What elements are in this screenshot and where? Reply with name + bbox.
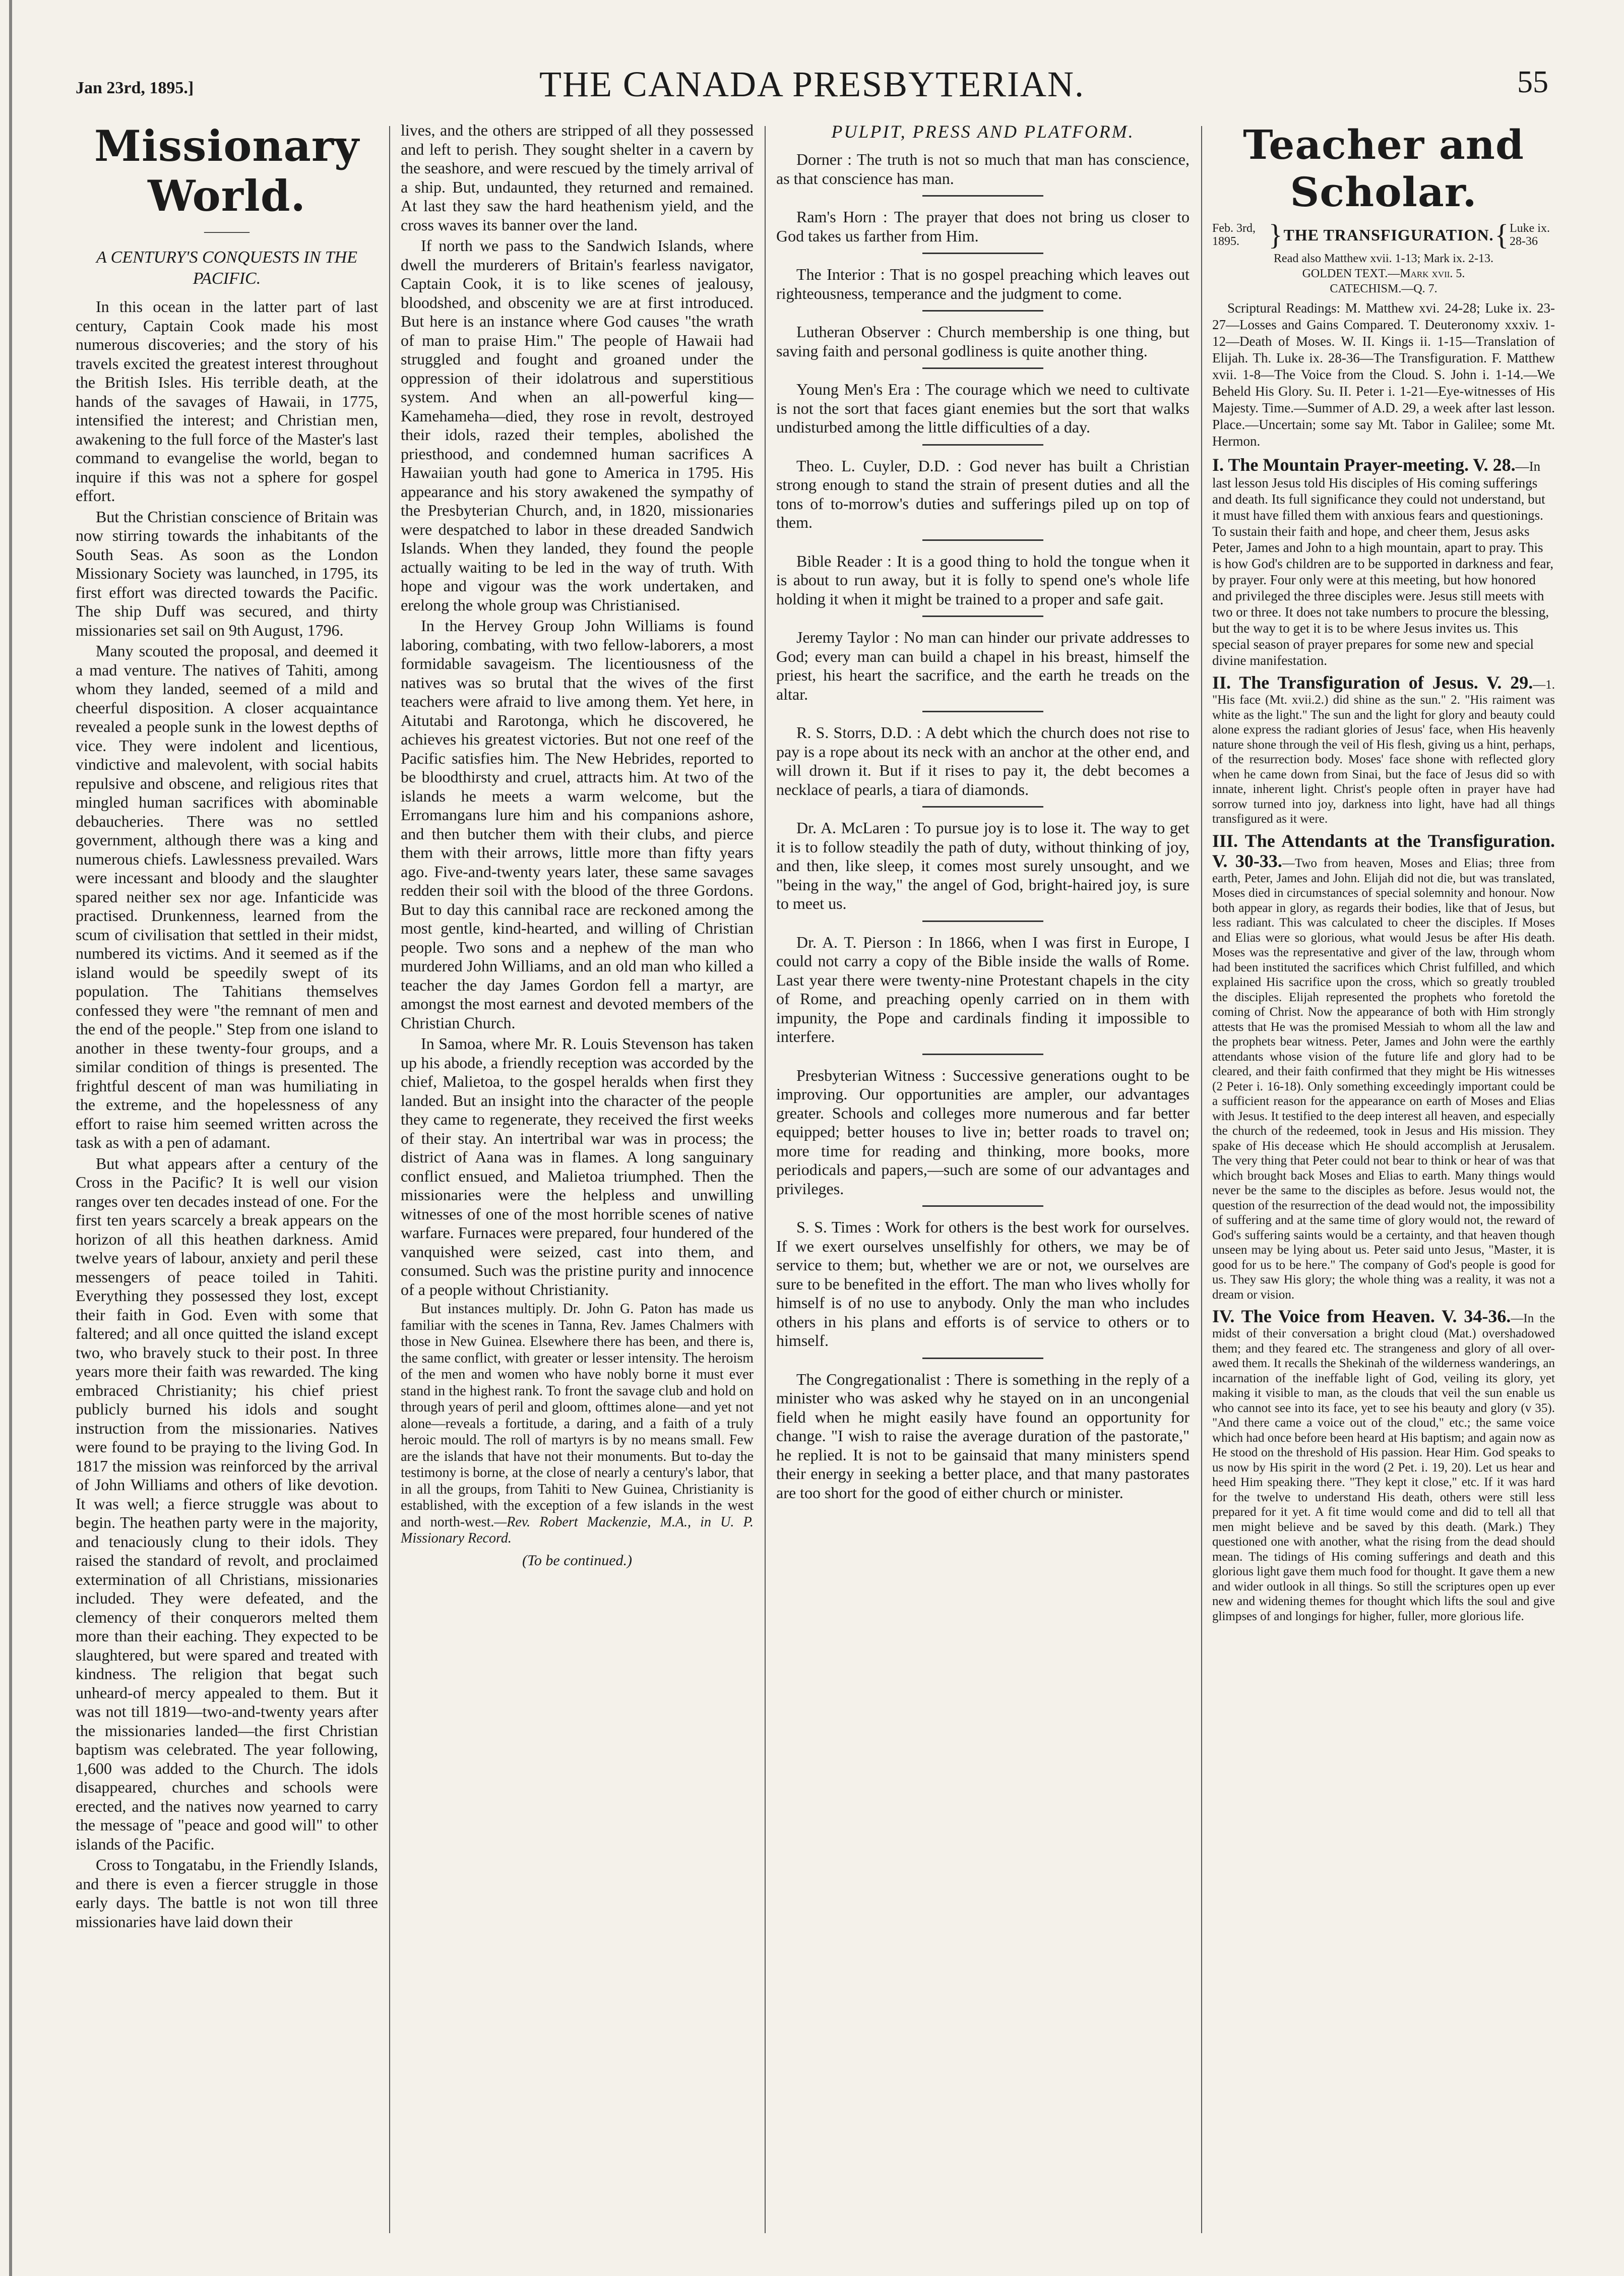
- lesson-section: [1212, 672, 1555, 827]
- quote-text: A debt which the church does not rise to pay is a rope about its neck with an anchor at the other end, and will drown it. But if it rises to pay it, the debt becomes a necklace of pearls, a tiara of diamonds.: [776, 723, 1190, 798]
- newspaper-title: THE CANADA PRESBYTERIAN.: [539, 64, 1085, 104]
- quote-separator: [922, 539, 1043, 541]
- lesson-title: THE TRANSFIGURATION.: [1283, 225, 1494, 244]
- quote-source: Dr. A. McLaren: [796, 819, 900, 837]
- article-paragraph: Cross to Tongatabu, in the Friendly Islands, and there is even a fiercer struggle in those early days. The battle is not won till three missionaries have laid down their: [76, 1856, 378, 1931]
- lesson-reference: Luke ix. 28-36: [1509, 222, 1550, 248]
- article-signature: —Rev. Robert Mackenzie, M.A., in U. P. Missionary Record.: [401, 1514, 754, 1546]
- missionary-world-heading: Missionary World.: [94, 121, 359, 221]
- quote-text: The courage which we need to cultivate is not the sort that faces giant enemies but the sort that walks undisturbed among the little difficulties of a day.: [776, 380, 1190, 436]
- quote-source: The Interior: [796, 265, 876, 283]
- section-heading: III. The Attendants at the Transfiguration. V. 30-33.: [1212, 830, 1555, 871]
- quote-separator: [922, 253, 1043, 254]
- quote-colon: :: [875, 265, 890, 283]
- binding-edge: [9, 0, 12, 2276]
- quote-item: [776, 933, 1190, 1047]
- quote-colon: :: [911, 933, 929, 951]
- quote-source: The Congregationalist: [796, 1370, 941, 1388]
- quote-text: The prayer that does not bring us closer to God takes us farther from Him.: [776, 208, 1190, 245]
- quote-text: Work for others is the best work for ourselves. If we exert ourselves unselfishly for others, we may be of service to them; but, whether we are or not, we ourselves are sure to be benefited in the effort. The man who lives wholly for himself is of no use to anybody. Only the man who includes others in his plans and efforts is of service to others or to himself.: [776, 1218, 1190, 1349]
- lesson-section: [1212, 831, 1555, 1303]
- lesson-section: [1212, 455, 1555, 668]
- quote-item: [776, 628, 1190, 704]
- quote-source: Dr. A. T. Pierson: [796, 933, 912, 951]
- catechism: CATECHISM.—Q. 7.: [1330, 282, 1438, 295]
- page-number: 55: [1517, 65, 1548, 99]
- missionary-column-2: [401, 121, 754, 2238]
- quote-colon: :: [910, 380, 925, 398]
- quote-text: In 1866, when I was first in Europe, I could not carry a copy of the Bible inside the walls of Rome. Last year there were twenty-nine Protestant chapels in the city of Rome, and preaching openly carried on in them with impunity, the Pope and cardinals finding it impossible to interfere.: [776, 933, 1190, 1045]
- quote-separator: [922, 711, 1043, 712]
- quote-text: God never has built a Christian strong enough to stand the strain of present duties and all the tons of to-morrow's duties and sufferings piled up on top of them.: [776, 456, 1190, 531]
- quote-item: [776, 552, 1190, 609]
- quote-separator: [922, 1054, 1043, 1055]
- quote-item: [776, 150, 1190, 188]
- read-also: Read also Matthew xvii. 1-13; Mark ix. 2-13.: [1274, 252, 1493, 265]
- quote-item: [776, 1218, 1190, 1350]
- quote-colon: :: [912, 723, 925, 742]
- scriptural-readings: Scriptural Readings: M. Matthew xvi. 24-28; Luke ix. 23-27—Losses and Gains Compared. T. Deuteronomy xxxiv. 1-12—Death of Moses. W. II. Kings ii. 1-15—Translation of Elijah. Th. Luke ix. 28-36—The Transfiguration. F. Matthew xvii. 1-8—The Voice from the Cloud. S. John i. 1-14.—We Beheld His Glory. Su. II. Peter i. 1-21—Eye-witnesses of His Majesty. Time.—Summer of A.D. 29, a week after last lesson. Place.—Uncertain; some say Mt. Tabor in Galilee; some Mt. Hermon.: [1212, 300, 1555, 449]
- pulpit-press-platform-heading: PULPIT, PRESS AND PLATFORM.: [831, 121, 1135, 142]
- quote-item: [776, 380, 1190, 437]
- article-closing-paragraph: [401, 1301, 754, 1547]
- quote-separator: [922, 1205, 1043, 1207]
- article-paragraph: In Samoa, where Mr. R. Louis Stevenson has taken up his abode, a friendly reception was accorded by the chief, Malietoa, to the gospel heralds when first they landed. But an insight into the character of the people they came to regenerate, they received the first weeks of their stay. An intertribal war was in process; the district of Aana was in flames. A long sanguinary conflict ensued, and Malietoa triumphed. Then the missionaries were the helpless and unwilling witnesses of one of the most horrible scenes of native warfare. Furnaces were prepared, four hundered of the vanquished were seized, cast into them, and consumed. Such was the pristine purity and innocence of a people without Christianity.: [401, 1034, 754, 1299]
- quote-separator: [922, 444, 1043, 446]
- quote-item: [776, 723, 1190, 799]
- lesson-date: Feb. 3rd, 1895.: [1212, 222, 1256, 248]
- section-text: —Two from heaven, Moses and Elias; three from earth, Peter, James and John. Elijah did not die, but was translated, Moses died in circumstances of special solemnity and honour. Now both appear in glory, as regards their bodies, like that of Jesus, but less radiant. This was calculated to cheer the disciples. If Moses and Elias were so glorious, what would Jesus be after His death. Moses was the representative and giver of the law, through whom had been instituted the sacrifices which Christ fulfilled, and which explained His sacrifice upon the cross, which so greatly troubled the disciples. Elijah represented the prophets who foretold the coming of Christ. Now the appearance of both with Him strongly attests that He was the promised Messiah to whom all the law and the prophets bear witness. Peter, James and John were the earthly attendants whose vision of the future life and glory had to be cleared, and their faith confirmed that they might be His witnesses (2 Peter i. 16-18). Only something exceedingly important could be a sufficient reason for the appearance on earth of Moses and Elias with Jesus. It testified to the deep interest all heaven, and especially the church of the redeemed, took in Jesus and His mission. They spake of His decease which He should accomplish at Jerusalem. The very thing that Peter could not bear to think or hear of was that which brought back Moses and Elias to earth. Many things would never be the same to the disciples as before. Jesus would not, the question of the resurrection of the dead would not, the impossibility of suffering and at the same time of glory would not, the reward of God's suffering saints would be a certainty, and that heaven though unseen may be lying about us. Peter said unto Jesus, "Master, it is good for us to be here." The company of God's people is good for us. They saw His glory; the whole thing was a reality, it was not a dream or vision.: [1212, 856, 1555, 1302]
- quote-colon: :: [934, 1066, 953, 1084]
- quote-colon: :: [882, 551, 897, 570]
- quote-source: Young Men's Era: [796, 380, 911, 398]
- brace-right: {: [1494, 218, 1509, 251]
- column-divider: [1201, 126, 1202, 2233]
- quote-source: Presbyterian Witness: [796, 1066, 935, 1084]
- article-paragraph: In the Hervey Group John Williams is found laboring, combating, with two fellow-laborers, a most formidable savageism. The licentiousness of the natives was so brutal that the wives of the first teachers were afraid to live among them. Yet here, in Aitutabi and Rarotonga, which he discovered, he achieves his greatest victories. But not one reef of the Pacific satisfies him. The New Hebrides, reported to be bloodthirsty and cruel, attracts him. At two of the islands he meets a warm welcome, but the Erromangans lure him and his companions ashore, and then butcher them with their clubs, and pierce them with their arrows, little more than fifty years ago. Five-and-twenty years later, these same savages redden their soil with the blood of the three Gordons. But to day this cannibal race are reckoned among the most gentle, kind-hearted, and willing of Christian people. Two sons and a nephew of the man who murdered John Williams, and an old man who killed a teacher the day James Gordon fell a martyr, are amongst the most earnest and devoted members of the Christian Church.: [401, 617, 754, 1032]
- quote-colon: :: [949, 456, 970, 475]
- article-paragraph: lives, and the others are stripped of all they possessed and left to perish. They sought shelter in a cavern by the seashore, and were rescued by the timely arrival of a ship. But, undaunted, they returned and remained. At last they saw the hard heathenism yield, and the cross waves its banner over the land.: [401, 121, 754, 234]
- continued-note: (To be continued.): [522, 1552, 633, 1569]
- quote-source: Theo. L. Cuyler, D.D.: [796, 456, 950, 475]
- lesson-header: [1212, 218, 1555, 251]
- heading-rule: ———: [204, 223, 249, 239]
- quote-text: Successive generations ought to be improving. Our opportunities are ampler, our advantages greater. Schools and colleges more numerous and far better equipped; better houses to live in; better roads to travel on; more time for reading and thinking, more books, more periodicals and papers,—such are some of our advantages and privileges.: [776, 1066, 1190, 1198]
- article-subtitle: A CENTURY'S CONQUESTS IN THE PACIFIC.: [96, 248, 357, 288]
- teacher-scholar-heading: Teacher and Scholar.: [1243, 121, 1524, 216]
- quote-separator: [922, 616, 1043, 617]
- quote-separator: [922, 1358, 1043, 1359]
- quote-colon: :: [920, 323, 938, 341]
- article-paragraph: But the Christian conscience of Britain was now stirring towards the inhabitants of the South Seas. As soon as the London Missionary Society was launched, in 1795, its first effort was directed towards the Pacific. The ship Duff was secured, and thirty missionaries set sail on 9th August, 1796.: [76, 507, 378, 639]
- quote-item: [776, 323, 1190, 360]
- quote-separator: [922, 920, 1043, 922]
- article-paragraph: But what appears after a century of the Cross in the Pacific? It is well our vision ranges over ten decades instead of one. For the first ten years scarcely a break appears on the horizon of all this heathen darkness. Amid twelve years of labour, anxiety and peril these messengers of peace toiled in Tahiti. Everything they possessed they lost, except their faith in God. Even with some that faltered; and all once quitted the island except two, who bravely stuck to their post. In three years more their faith was rewarded. The king embraced Christianity; his chief priest publicly burned his idols and sought instruction from the missionaries. Natives were found to be praying to the living God. In 1817 the mission was reinforced by the arrival of John Williams and others of like devotion. It was well; a fierce struggle was about to begin. The heathen party were in the majority, and tenaciously clung to their idols. They raised the standard of revolt, and proclaimed extermination of all Christians, missionaries included. They were defeated, and the clemency of their conquerors melted them more than their eaching. They expected to be slaughtered, but were spared and treated with kindness. The religion that begat such unheard-of mercy appealed to them. But it was not till 1819—two-and-twenty years after the missionaries landed—the first Christian baptism was celebrated. The year following, 1,600 was added to the Church. The idols disappeared, churches and schools were erected, and the natives now yearned to carry the message of "peace and good will" to other islands of the Pacific.: [76, 1154, 378, 1853]
- section-heading: II. The Transfiguration of Jesus. V. 29.: [1212, 672, 1533, 693]
- quote-separator: [922, 367, 1043, 369]
- quote-item: [776, 819, 1190, 913]
- article-paragraph: Many scouted the proposal, and deemed it a mad venture. The natives of Tahiti, among whom they landed, seemed of a mild and cheerful disposition. A closer acquaintance revealed a people sunk in the lowest depths of vice. They were indolent and licentious, vindictive and malevolent, with social habits repulsive and obscene, and religious rites that mingled human sacrifices with abominable debaucheries. There was no settled government, although there was a king and numerous chiefs. Lawlessness prevailed. Wars were incessant and bloody and the slaughter spared neither sex nor age. Infanticide was practised. Drunkenness, learned from the scum of civilisation that settled in their midst, numbered its victims. And it seemed as if the island would be speedily swept of its population. The Tahitians themselves confessed they were "the remnant of men and the end of the people." Step from one island to another in these twenty-four groups, and a similar condition of things is presented. The frightful descent of man was humiliating in the extreme, and the hopelessness of any effort to raise him seemed written across the task as with a pen of adamant.: [76, 642, 378, 1151]
- teacher-column: [1212, 121, 1555, 2238]
- quote-source: R. S. Storrs, D.D.: [796, 723, 912, 742]
- golden-text: GOLDEN TEXT.—Mark xvii. 5.: [1302, 267, 1465, 280]
- quote-separator: [922, 195, 1043, 197]
- quote-item: [776, 208, 1190, 245]
- section-text: —In the midst of their conversation a bright cloud (Mat.) overshadowed them; and they feared etc. The strangeness and glory of all over-awed them. It recalls the Shekinah of the wilderness wanderings, an incarnation of the ineffable light of God, veiling its glory, yet making it visible to man, as the clouds that veil the sun enable us who cannot see into its face, yet to see his beauty and glory (v 35). "And there came a voice out of the cloud," etc.; the same voice which had once before been heard at His baptism; and again now as He stood on the threshold of His passion. Hear Him. God speaks to us now by His spirit in the word (2 Pet. i. 19, 20). Let us hear and heed Him speaking there. "They kept it close," etc. If it was hard for the twelve to understand His death, others were still less prepared for it yet. A fit time would come and did to tell all that men might believe and be saved by this death. (Mark.) They questioned one with another, what the rising from the dead should mean. The tidings of His coming sufferings and death and this glorious light gave them much food for thought. It gave them a new and wider outlook in all things. So still the scriptures open up ever new and widening themes for thought which lifts the soul and give glimpses of and longings for higher, fuller, more glorious life.: [1212, 1312, 1555, 1623]
- quote-text: There is something in the reply of a minister who was asked why he stayed on in an uncongenial field when he might easily have found an opportunity for change. "I wish to raise the average duration of the pastorate," he replied. It is not to be gainsaid that many ministers spend their energy in seeking a better place, and that many pastorates are too short for the good of either church or minister.: [776, 1370, 1190, 1502]
- lesson-section: [1212, 1306, 1555, 1624]
- column-divider: [389, 126, 390, 2233]
- quote-source: Jeremy Taylor: [796, 628, 890, 646]
- quote-separator: [922, 310, 1043, 312]
- section-text: —In last lesson Jesus told His disciples of His coming sufferings and death. Its full significance they could not understand, but it must have filled them with anxious fears and questionings. To sustain their faith and hope, and cheer them, Jesus asks Peter, James and John to a high mountain, apart to pray. This is how God's children are to be supported in darkness and fear, by prayer. Four only were at this meeting, but how honored and privileged the three disciples were. Jesus still meets with two or three. It does not take numbers to procure the blessing, but the way to get it is to be where Jesus invites us. This special season of prayer prepares for some new and special divine manifestation.: [1212, 459, 1554, 668]
- article-paragraph: In this ocean in the latter part of last century, Captain Cook made his most numerous discoveries; and the story of his travels excited the greatest interest throughout the British Isles. His terrible death, at the hands of the savages of Hawaii, in 1775, intensified the interest; and Christian men, awakening to the full force of the Master's last command to evangelise the world, began to inquire if this was not a sphere for gospel effort.: [76, 297, 378, 505]
- page-header: [76, 59, 1548, 115]
- quote-text: The truth is not so much that man has conscience, as that conscience has man.: [776, 150, 1190, 188]
- section-heading: IV. The Voice from Heaven. V. 34-36.: [1212, 1306, 1511, 1326]
- quote-text: That is no gospel preaching which leaves out righteousness, temperance and the judgment to come.: [776, 265, 1190, 302]
- quote-text: No man can hinder our private addresses to God; every man can build a chapel in his breast, himself the priest, his heart the sacrifice, and the earth he treads on the altar.: [776, 628, 1190, 703]
- issue-date: Jan 23rd, 1895.]: [76, 79, 194, 97]
- quote-item: [776, 265, 1190, 303]
- column-divider: [765, 126, 766, 2233]
- article-paragraph: If north we pass to the Sandwich Islands, where dwell the murderers of Britain's fearless navigator, Captain Cook, it is to like scenes of jealousy, bloodshed, and obscenity we are at first introduced. But here is an instance where God causes "the wrath of man to praise Him." The people of Hawaii had struggled and fought and groaned under the oppression of their idolatrous and superstitious system. And when an all-powerful king—Kamehameha—died, they rose in revolt, destroyed their idols, razed their temples, abolished the priesthood, and condemned human sacrifices A Hawaiian youth had gone to America in 1795. His appearance and his story awakened the sympathy of the Presbyterian Church, and, in 1820, missionaries were despatched to labor in these dreaded Sandwich Islands. When they landed, they found the people actually waiting to be led in the way of truth. With hope and vigour was the work undertaken, and erelong the whole group was Christianised.: [401, 236, 754, 614]
- quote-colon: :: [876, 208, 894, 226]
- quote-colon: :: [941, 1370, 955, 1388]
- quote-item: [776, 1066, 1190, 1199]
- quote-item: [776, 1370, 1190, 1503]
- quote-source: S. S. Times: [796, 1218, 871, 1236]
- brace-left: }: [1268, 218, 1283, 251]
- closing-text: But instances multiply. Dr. John G. Paton has made us familiar with the scenes in Tanna, Rev. James Chalmers with those in New Guinea. Elsewhere there has been, and there is, the same conflict, with greater or lesser intensity. The heroism of the men and women who have nobly borne it must ever stand in the highest rank. To front the savage club and hold on through years of peril and gloom, ofttimes alone—and yet not alone—reveals a fortitude, a daring, and a faith of a truly heroic mould. The roll of martyrs is by no means small. Few are the islands that have not their monuments. But to-day the testimony is borne, at the close of nearly a century's labor, that in all the groups, from Tahiti to New Guinea, Christianity is established, with the exception of a few islands in the west and north-west.: [401, 1301, 754, 1530]
- quote-source: Ram's Horn: [796, 208, 877, 226]
- quote-colon: :: [889, 628, 904, 646]
- missionary-column-1: [76, 121, 378, 2238]
- quote-separator: [922, 806, 1043, 808]
- quote-colon: :: [900, 819, 914, 837]
- pulpit-column: [776, 121, 1190, 2238]
- quote-text: Church membership is one thing, but saving faith and personal godliness is quite another thing.: [776, 323, 1190, 360]
- quote-source: Lutheran Observer: [796, 323, 920, 341]
- section-heading: I. The Mountain Prayer-meeting. V. 28.: [1212, 455, 1516, 475]
- quote-colon: :: [871, 1218, 885, 1236]
- quote-item: [776, 457, 1190, 532]
- quote-text: To pursue joy is to lose it. The way to get it is to follow steadily the path of duty, without thinking of joy, and then, like sleep, it comes most surely unsought, and we "being in the way," the angel of God, bright-haired joy, is sure to meet us.: [776, 819, 1190, 912]
- quote-source: Bible Reader: [796, 551, 883, 570]
- quote-source: Dorner: [796, 150, 842, 168]
- quote-text: It is a good thing to hold the tongue when it is about to run away, but it is folly to spend one's whole life holding it when it might be trained to a proper and safe gait.: [776, 551, 1190, 608]
- quote-colon: :: [842, 150, 857, 168]
- quote-list: [776, 150, 1190, 1502]
- section-text: —1. "His face (Mt. xvii.2.) did shine as the sun." 2. "His raiment was white as the light." The sun and the light for glory and beauty could alone express the radiant glories of Jesus' face, when His heavenly nature shone through the veil of His flesh, giving us a hint, perhaps, of the resurrection body. Moses' face shone with reflected glory when he came down from Sinai, but the face of Jesus did so with innate, inherent light. Christ's people often in prayer have had sorrow turned into joy, darkness into light, have had all things transfigured as it were.: [1212, 678, 1555, 826]
